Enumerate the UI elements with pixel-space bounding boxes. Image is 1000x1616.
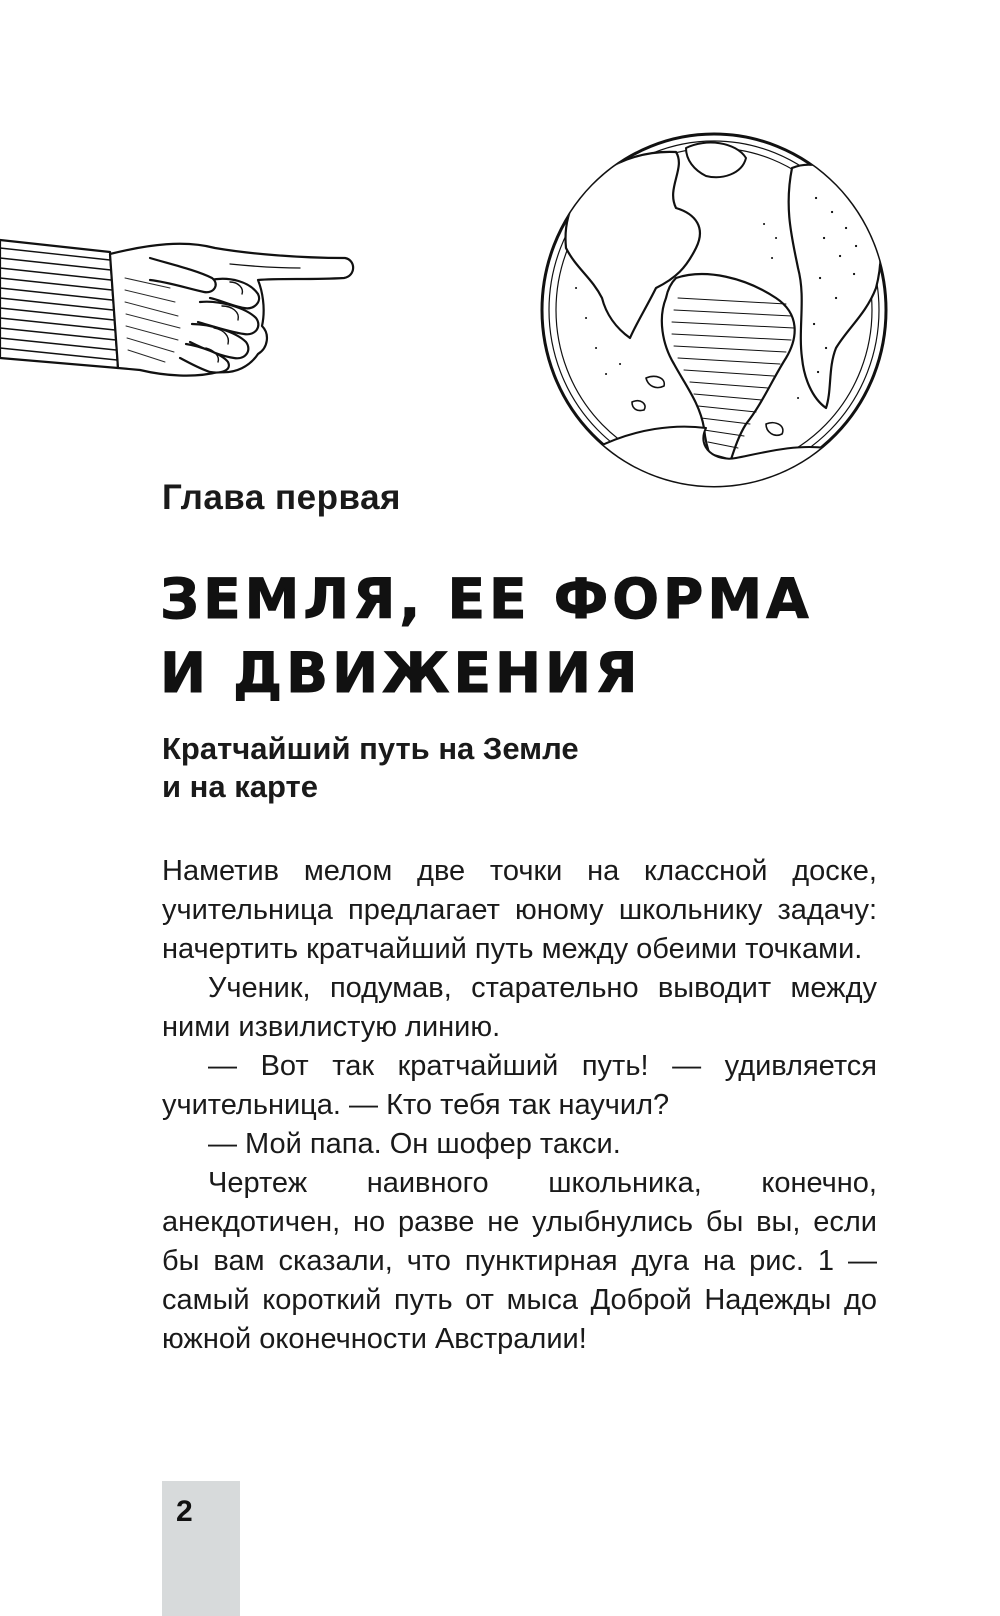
chapter-label: Глава первая (162, 478, 401, 517)
section-title (162, 730, 862, 806)
page-number: 2 (176, 1495, 193, 1528)
body-text (162, 852, 877, 1359)
chapter-title-line-2: И ДВИЖЕНИЯ (160, 641, 642, 705)
pointing-hand-icon (0, 218, 370, 398)
paragraph: Наметив мелом две точки на классной доске, учительница предлагает юному школьнику задачу: начертить кратчайший путь между обеими точками. (162, 855, 877, 965)
paragraph: — Вот так кратчайший путь! — удивляется учительница. — Кто тебя так научил? (162, 1050, 877, 1121)
paragraph: Ученик, подумав, старательно выводит между ними извилистую линию. (162, 972, 877, 1043)
chapter-title (160, 562, 880, 710)
chapter-title-line-1: ЗЕМЛЯ, ЕЕ ФОРМА (160, 567, 813, 631)
section-title-line-2: и на карте (162, 769, 318, 804)
page-number-tab (162, 1481, 240, 1616)
globe-icon (536, 128, 892, 492)
paragraph: Чертеж наивного школьника, конечно, анекдотичен, но разве не улыбнулись бы вы, если бы вам сказали, что пунктирная дуга на рис. 1 — самый короткий путь от мыса Доброй Надежды до южной оконечности Австралии! (162, 1167, 877, 1355)
section-title-line-1: Кратчайший путь на Земле (162, 731, 579, 766)
paragraph: — Мой папа. Он шофер такси. (208, 1128, 621, 1160)
